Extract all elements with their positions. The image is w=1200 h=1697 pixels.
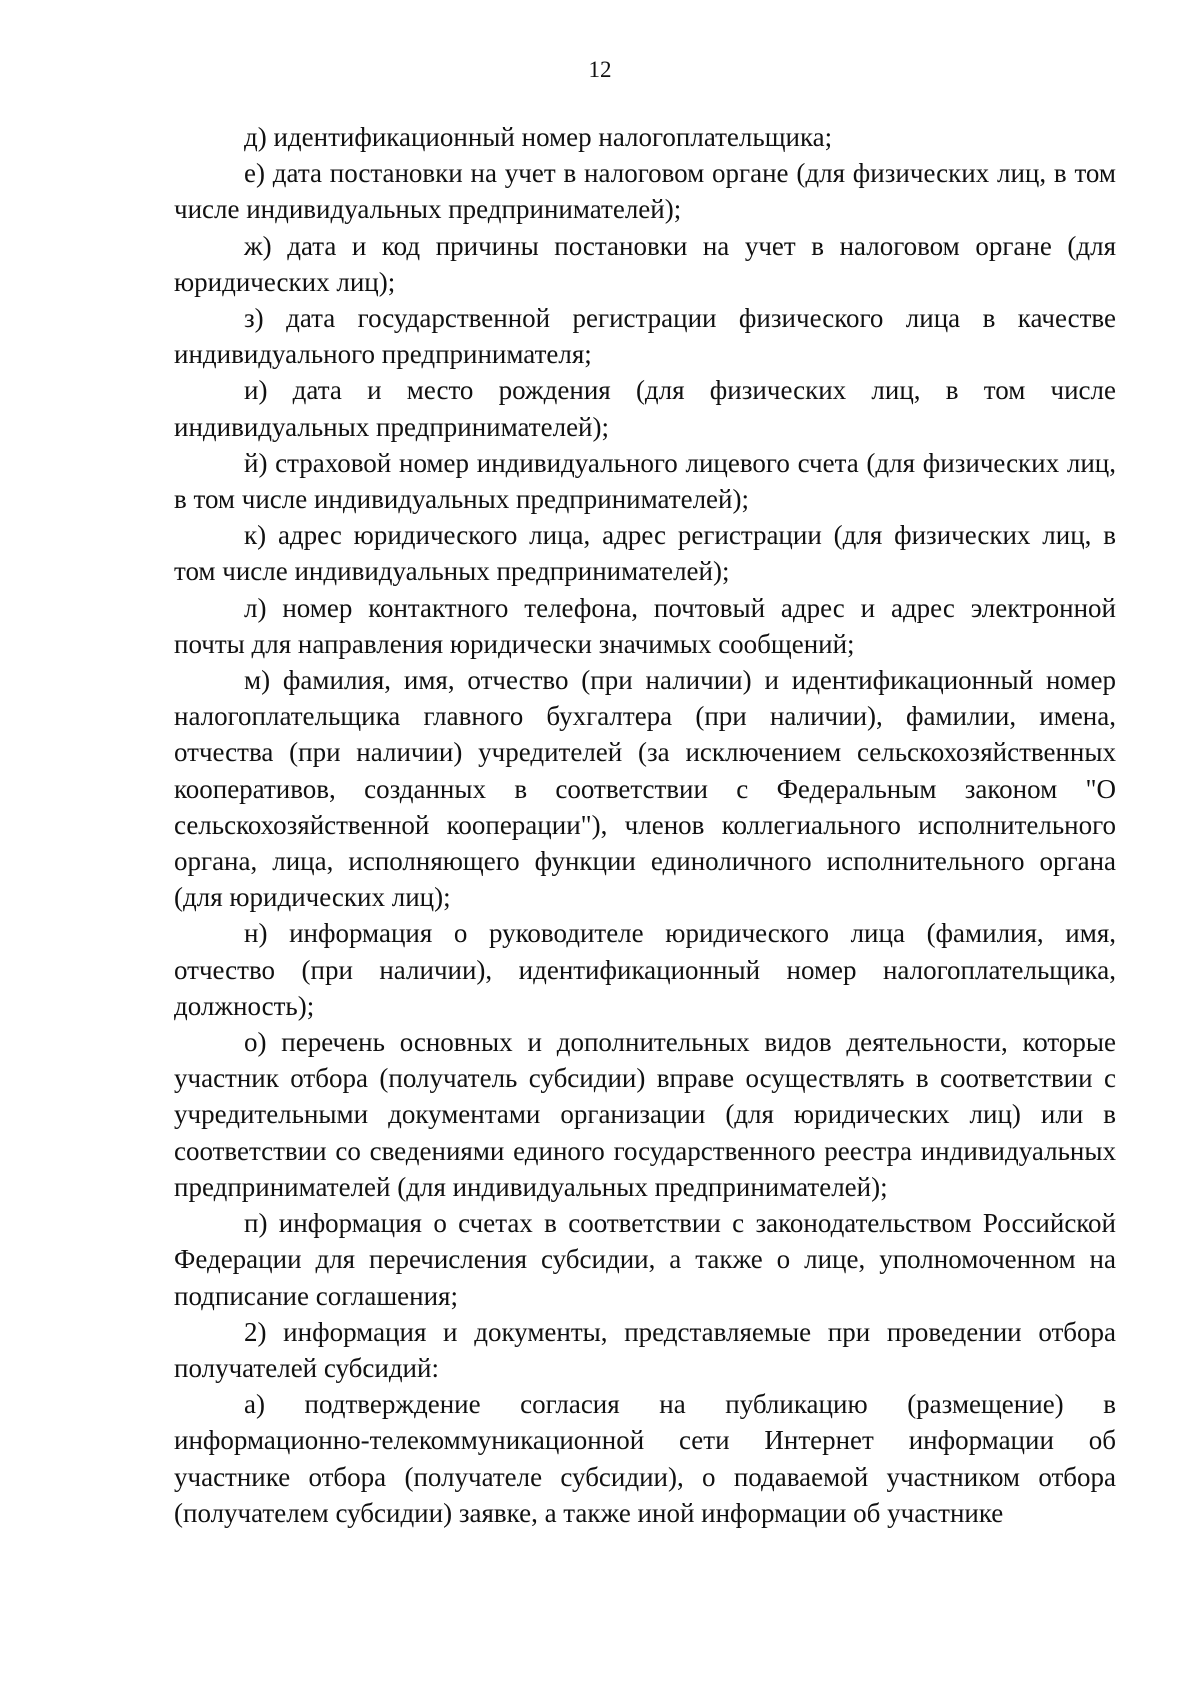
paragraph-a-publication-consent: а) подтверждение согласия на публикацию (размещение) в информационно-телекоммуникационной сети Интернет информации об участнике отбора (получателе субсидии), о подаваемой участником отбора (получателем субсидии) заявке, а также иной информации об участнике: [174, 1389, 1116, 1528]
paragraph-i-birth-date-place: и) дата и место рождения (для физических лиц, в том числе индивидуальных предпринимателей);: [174, 375, 1116, 442]
page-number: 12: [588, 57, 612, 82]
paragraph-l-contacts: л) номер контактного телефона, почтовый адрес и адрес электронной почты для направления юридически значимых сообщений;: [174, 592, 1116, 659]
paragraph-p-accounts: п) информация о счетах в соответствии с законодательством Российской Федерации для перечисления субсидии, а также о лице, уполномоченном на подписание соглашения;: [174, 1208, 1116, 1311]
paragraph-z-state-registration-date: з) дата государственной регистрации физического лица в качестве индивидуального предпринимателя;: [174, 303, 1116, 370]
paragraph-zh-tax-registration-code: ж) дата и код причины постановки на учет в налоговом органе (для юридических лиц);: [174, 230, 1116, 297]
paragraph-2-selection-documents: 2) информация и документы, представляемые при проведении отбора получателей субсидий:: [174, 1316, 1116, 1383]
paragraph-e-tax-registration-date: е) дата постановки на учет в налоговом органе (для физических лиц, в том числе индивидуальных предпринимателей);: [174, 158, 1116, 225]
paragraph-k-address: к) адрес юридического лица, адрес регистрации (для физических лиц, в том числе индивидуальных предпринимателей);: [174, 520, 1116, 587]
document-body: [174, 119, 1116, 1531]
paragraph-n-head-info: н) информация о руководителе юридического лица (фамилия, имя, отчество (при наличии), идентификационный номер налогоплательщика, должность);: [174, 918, 1116, 1021]
paragraph-o-activities: о) перечень основных и дополнительных видов деятельности, которые участник отбора (получатель субсидии) вправе осуществлять в соответствии с учредительными документами организации (для юридических лиц) или в соответствии со сведениями единого государственного реестра индивидуальных предпринимателей (для индивидуальных предпринимателей);: [174, 1027, 1116, 1202]
paragraph-d-inn: д) идентификационный номер налогоплательщика;: [244, 122, 833, 152]
paragraph-y-insurance-number: й) страховой номер индивидуального лицевого счета (для физических лиц, в том числе индивидуальных предпринимателей);: [174, 447, 1116, 515]
paragraph-m-accountant-founders: м) фамилия, имя, отчество (при наличии) и идентификационный номер налогоплательщика главного бухгалтера (при наличии), фамилии, имена, отчества (при наличии) учредителей (за исключением сельскохозяйственных кооперативов, созданных в соответствии с Федеральным законом "О сельскохозяйственной кооперации"), членов коллегиального исполнительного органа, лица, исполняющего функции единоличного исполнительного органа (для юридических лиц);: [174, 665, 1116, 913]
